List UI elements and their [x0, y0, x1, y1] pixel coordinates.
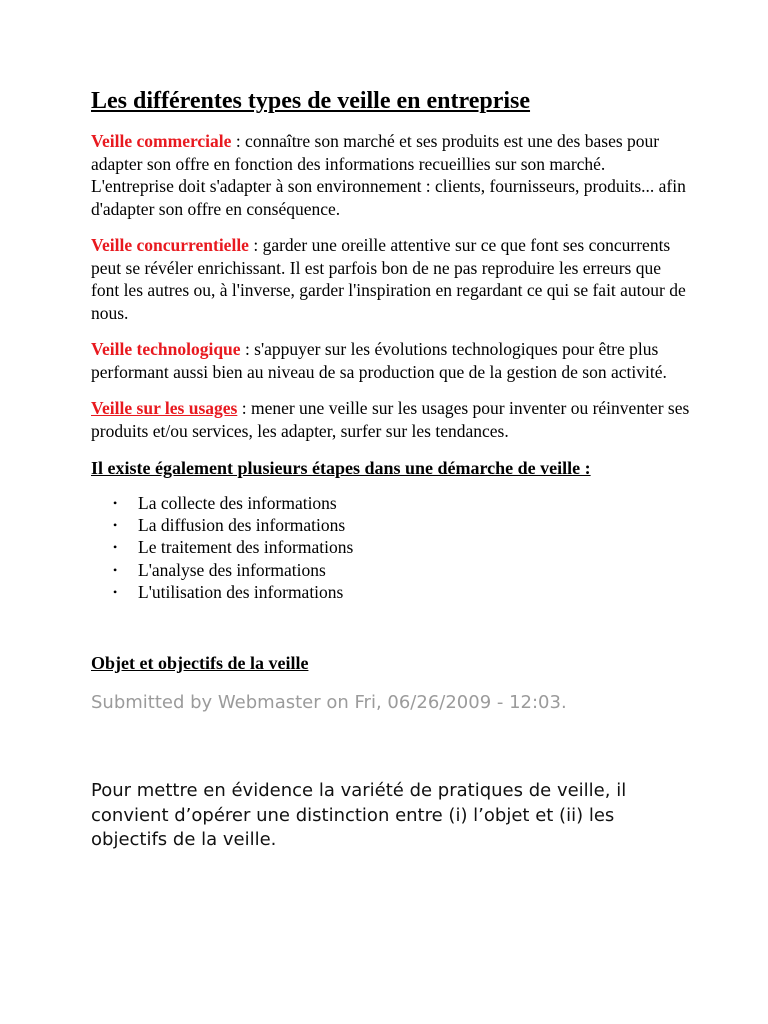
step-label: L'utilisation des informations	[138, 581, 344, 602]
step-label: L'analyse des informations	[138, 559, 326, 580]
bullet-icon: •	[113, 584, 118, 599]
bullet-icon: •	[113, 540, 118, 555]
step-label: La diffusion des informations	[138, 515, 346, 536]
section-concurrentielle	[91, 234, 691, 324]
document-page	[91, 86, 691, 853]
list-item	[113, 559, 691, 581]
section-commerciale-text: : connaître son marché et ses produits est une des bases pour adapter son offre en fonction des informations recueillies sur son marché. L'entreprise doit s'adapter à son environnement : clients, fournisseurs, produits... afin d'adapter son offre en conséquence.	[91, 131, 686, 219]
objet-heading: Objet et objectifs de la veille	[91, 653, 309, 674]
bullet-icon: •	[113, 496, 118, 510]
page-title: Les différentes types de veille en entreprise	[91, 88, 531, 114]
body-paragraph: Pour mettre en évidence la variété de pratiques de veille, il convient d’opérer une distinction entre (i) l’objet et (ii) les objectifs de la veille.	[91, 780, 627, 851]
submitted-line: Submitted by Webmaster on Fri, 06/26/2009 - 12:03.	[91, 692, 567, 714]
section-technologique-text: : s'appuyer sur les évolutions technologiques pour être plus performant aussi bien au niveau de sa production que de la gestion de son activité.	[91, 339, 667, 382]
term-veille-technologique: Veille technologique	[91, 339, 241, 359]
list-item	[113, 514, 691, 536]
step-label: Le traitement des informations	[138, 537, 354, 558]
section-concurrentielle-text: : garder une oreille attentive sur ce que font ses concurrents peut se révéler enrichissant. Il est parfois bon de ne pas reproduire les erreurs que font les autres ou, à l'inverse, garder l'inspiration en regardant ce qui se fait autour de nous.	[91, 235, 686, 323]
steps-heading: Il existe également plusieurs étapes dans une démarche de veille :	[91, 458, 591, 478]
section-usages-text: : mener une veille sur les usages pour inventer ou réinventer ses produits et/ou services, les adapter, surfer sur les tendances.	[91, 398, 690, 441]
steps-list	[113, 492, 691, 603]
section-commerciale	[91, 130, 691, 220]
list-item	[113, 581, 691, 603]
section-usages	[91, 397, 691, 442]
bullet-icon: •	[113, 518, 118, 533]
list-item	[113, 536, 691, 558]
section-technologique	[91, 338, 691, 383]
step-label: La collecte des informations	[138, 493, 337, 513]
term-veille-commerciale: Veille commerciale	[91, 131, 232, 151]
term-veille-concurrentielle: Veille concurrentielle	[91, 235, 249, 255]
term-veille-usages-link[interactable]: Veille sur les usages	[91, 398, 238, 418]
bullet-icon: •	[113, 562, 118, 577]
list-item	[113, 492, 691, 514]
